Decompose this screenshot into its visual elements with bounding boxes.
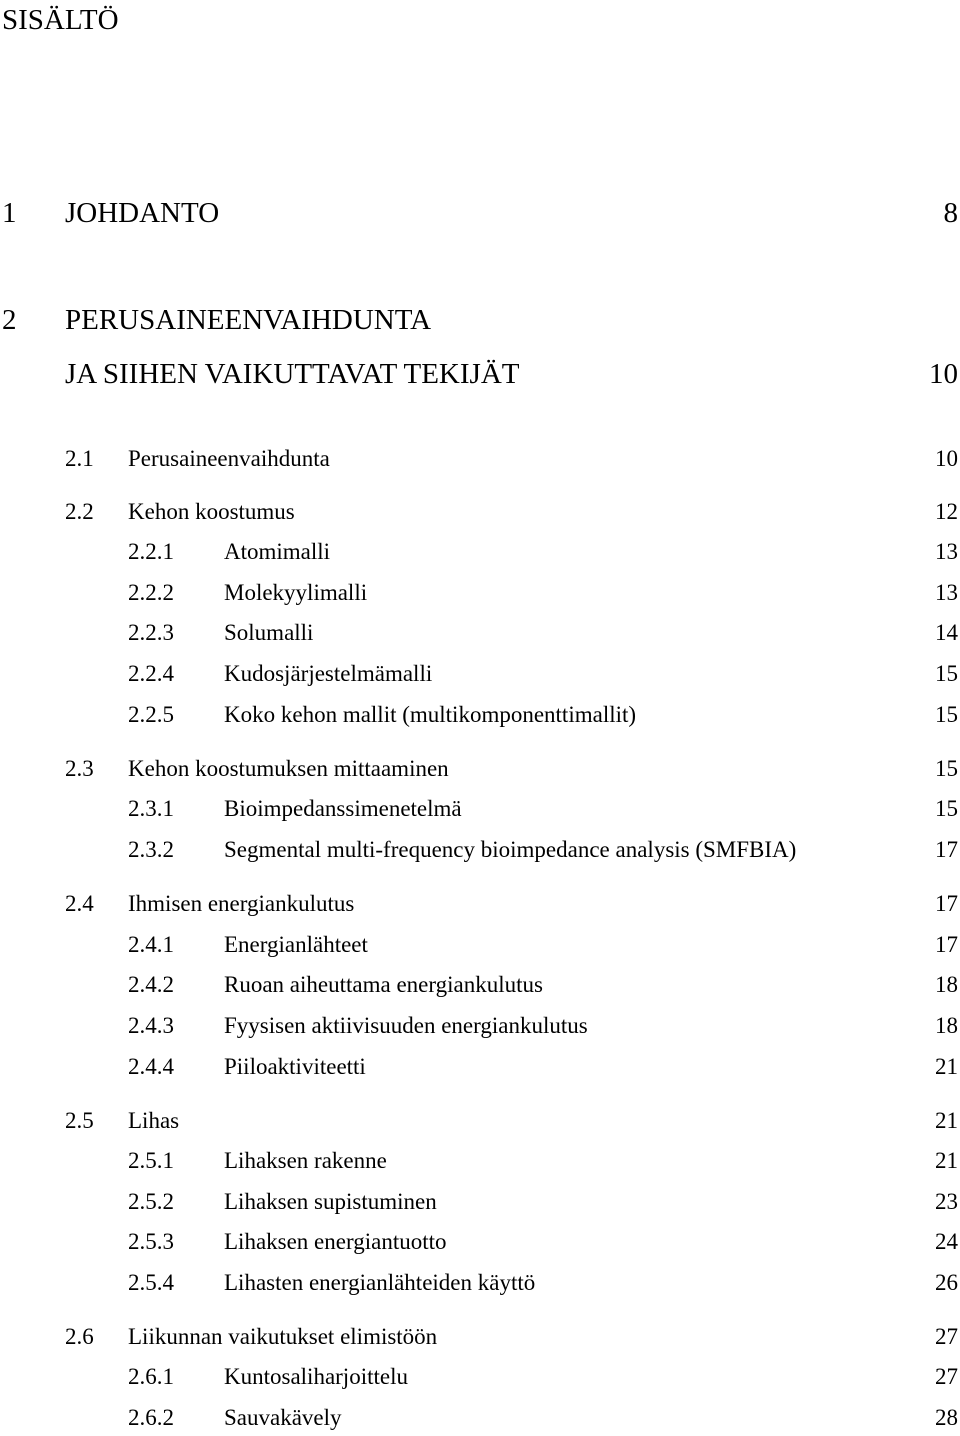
toc-number: 2.4.3 [128, 1013, 174, 1038]
toc-title: Lihaksen supistuminen [224, 1189, 437, 1214]
toc-title: Kehon koostumus [128, 499, 295, 524]
toc-page-number: 15 [935, 661, 958, 686]
toc-page-number: 10 [929, 358, 958, 390]
toc-title: Lihaksen energiantuotto [224, 1229, 447, 1254]
toc-title: Kuntosaliharjoittelu [224, 1364, 408, 1389]
toc-entry-2-2-4[interactable] [0, 659, 960, 689]
toc-title: Energianlähteet [224, 932, 368, 957]
toc-page-number: 21 [935, 1054, 958, 1079]
toc-page-number: 15 [935, 756, 958, 781]
toc-page-number: 24 [935, 1229, 958, 1254]
toc-entry-2-6[interactable] [0, 1322, 960, 1352]
toc-entry-2-5-4[interactable] [0, 1268, 960, 1298]
toc-page-number: 21 [935, 1108, 958, 1133]
toc-entry-2-2-5[interactable] [0, 700, 960, 730]
toc-number: 2.6.1 [128, 1364, 174, 1389]
toc-entry-2-4[interactable] [0, 889, 960, 919]
toc-number: 2.4.1 [128, 932, 174, 957]
toc-page-number: 14 [935, 620, 958, 645]
toc-entry-2-2-3[interactable] [0, 618, 960, 648]
toc-entry-2-3[interactable] [0, 754, 960, 784]
toc-title: Segmental multi-frequency bioimpedance analysis (SMFBIA) [224, 837, 797, 862]
toc-title: Solumalli [224, 620, 314, 645]
toc-entry-2-continued[interactable] [0, 359, 960, 389]
toc-title: Lihas [128, 1108, 180, 1133]
toc-entry-2-6-1[interactable] [0, 1362, 960, 1392]
toc-number: 2.4 [65, 891, 94, 916]
toc-number: 2.4.2 [128, 972, 174, 997]
toc-page-number: 15 [935, 796, 958, 821]
toc-title: Piiloaktiviteetti [224, 1054, 366, 1079]
toc-title: Koko kehon mallit (multikomponenttimallit) [224, 702, 637, 727]
toc-entry-2-5[interactable] [0, 1106, 960, 1136]
toc-page-number: 8 [943, 197, 958, 229]
toc-page-number: 23 [935, 1189, 958, 1214]
toc-number: 2.2.3 [128, 620, 174, 645]
toc-number: 2.5.3 [128, 1229, 174, 1254]
toc-number: 2.3.1 [128, 796, 174, 821]
toc-number: 2.5.1 [128, 1148, 174, 1173]
toc-page-number: 21 [935, 1148, 958, 1173]
toc-title: Kudosjärjestelmämalli [224, 661, 433, 686]
toc-entry-2-1[interactable] [0, 444, 960, 474]
toc-title: Kehon koostumuksen mittaaminen [128, 756, 449, 781]
toc-title: Perusaineenvaihdunta [128, 446, 330, 471]
toc-page-number: 27 [935, 1324, 958, 1349]
toc-page-number: 12 [935, 499, 958, 524]
toc-entry-2-4-1[interactable] [0, 930, 960, 960]
toc-title: JA SIIHEN VAIKUTTAVAT TEKIJÄT [65, 358, 520, 390]
toc-entry-2-3-2[interactable] [0, 835, 960, 865]
toc-entry-1[interactable] [0, 198, 960, 228]
toc-number: 1 [2, 197, 17, 229]
toc-title: Ruoan aiheuttama energiankulutus [224, 972, 543, 997]
toc-title: Lihaksen rakenne [224, 1148, 387, 1173]
toc-entry-2-3-1[interactable] [0, 794, 960, 824]
toc-number: 2.5.4 [128, 1270, 174, 1295]
toc-title: Ihmisen energiankulutus [128, 891, 355, 916]
toc-entry-2-2-2[interactable] [0, 578, 960, 608]
toc-title: Fyysisen aktiivisuuden energiankulutus [224, 1013, 588, 1038]
toc-page-number: 17 [935, 837, 958, 862]
toc-title: PERUSAINEENVAIHDUNTA [65, 304, 432, 336]
toc-number: 2 [2, 304, 17, 336]
toc-number: 2.2 [65, 499, 94, 524]
toc-entry-2-4-2[interactable] [0, 970, 960, 1000]
toc-title: Molekyylimalli [224, 580, 368, 605]
toc-title: Liikunnan vaikutukset elimistöön [128, 1324, 438, 1349]
toc-page-number: 15 [935, 702, 958, 727]
page-title: SISÄLTÖ [2, 4, 119, 36]
toc-title: JOHDANTO [65, 197, 220, 229]
toc-page-number: 18 [935, 1013, 958, 1038]
toc-page-number: 13 [935, 580, 958, 605]
toc-page-number: 26 [935, 1270, 958, 1295]
toc-entry-2[interactable] [0, 305, 960, 335]
toc-number: 2.2.1 [128, 539, 174, 564]
toc-title: Sauvakävely [224, 1405, 342, 1430]
toc-title: Atomimalli [224, 539, 331, 564]
toc-page-number: 18 [935, 972, 958, 997]
toc-entry-2-4-4[interactable] [0, 1052, 960, 1082]
toc-title: Lihasten energianlähteiden käyttö [224, 1270, 536, 1295]
toc-entry-2-5-3[interactable] [0, 1227, 960, 1257]
toc-number: 2.6 [65, 1324, 94, 1349]
toc-number: 2.2.5 [128, 702, 174, 727]
toc-number: 2.3 [65, 756, 94, 781]
toc-number: 2.3.2 [128, 837, 174, 862]
toc-entry-2-6-2[interactable] [0, 1403, 960, 1433]
toc-page-number: 13 [935, 539, 958, 564]
toc-number: 2.2.2 [128, 580, 174, 605]
toc-entry-2-5-2[interactable] [0, 1187, 960, 1217]
toc-page-number: 10 [935, 446, 958, 471]
toc-page-number: 17 [935, 891, 958, 916]
toc-number: 2.5.2 [128, 1189, 174, 1214]
toc-number: 2.1 [65, 446, 94, 471]
toc-entry-2-2-1[interactable] [0, 537, 960, 567]
toc-number: 2.4.4 [128, 1054, 174, 1079]
toc-page-number: 28 [935, 1405, 958, 1430]
toc-number: 2.2.4 [128, 661, 174, 686]
toc-number: 2.5 [65, 1108, 94, 1133]
toc-title: Bioimpedanssimenetelmä [224, 796, 462, 821]
toc-page-number: 17 [935, 932, 958, 957]
toc-entry-2-4-3[interactable] [0, 1011, 960, 1041]
toc-entry-2-2[interactable] [0, 497, 960, 527]
toc-entry-2-5-1[interactable] [0, 1146, 960, 1176]
toc-page-number: 27 [935, 1364, 958, 1389]
toc-number: 2.6.2 [128, 1405, 174, 1430]
